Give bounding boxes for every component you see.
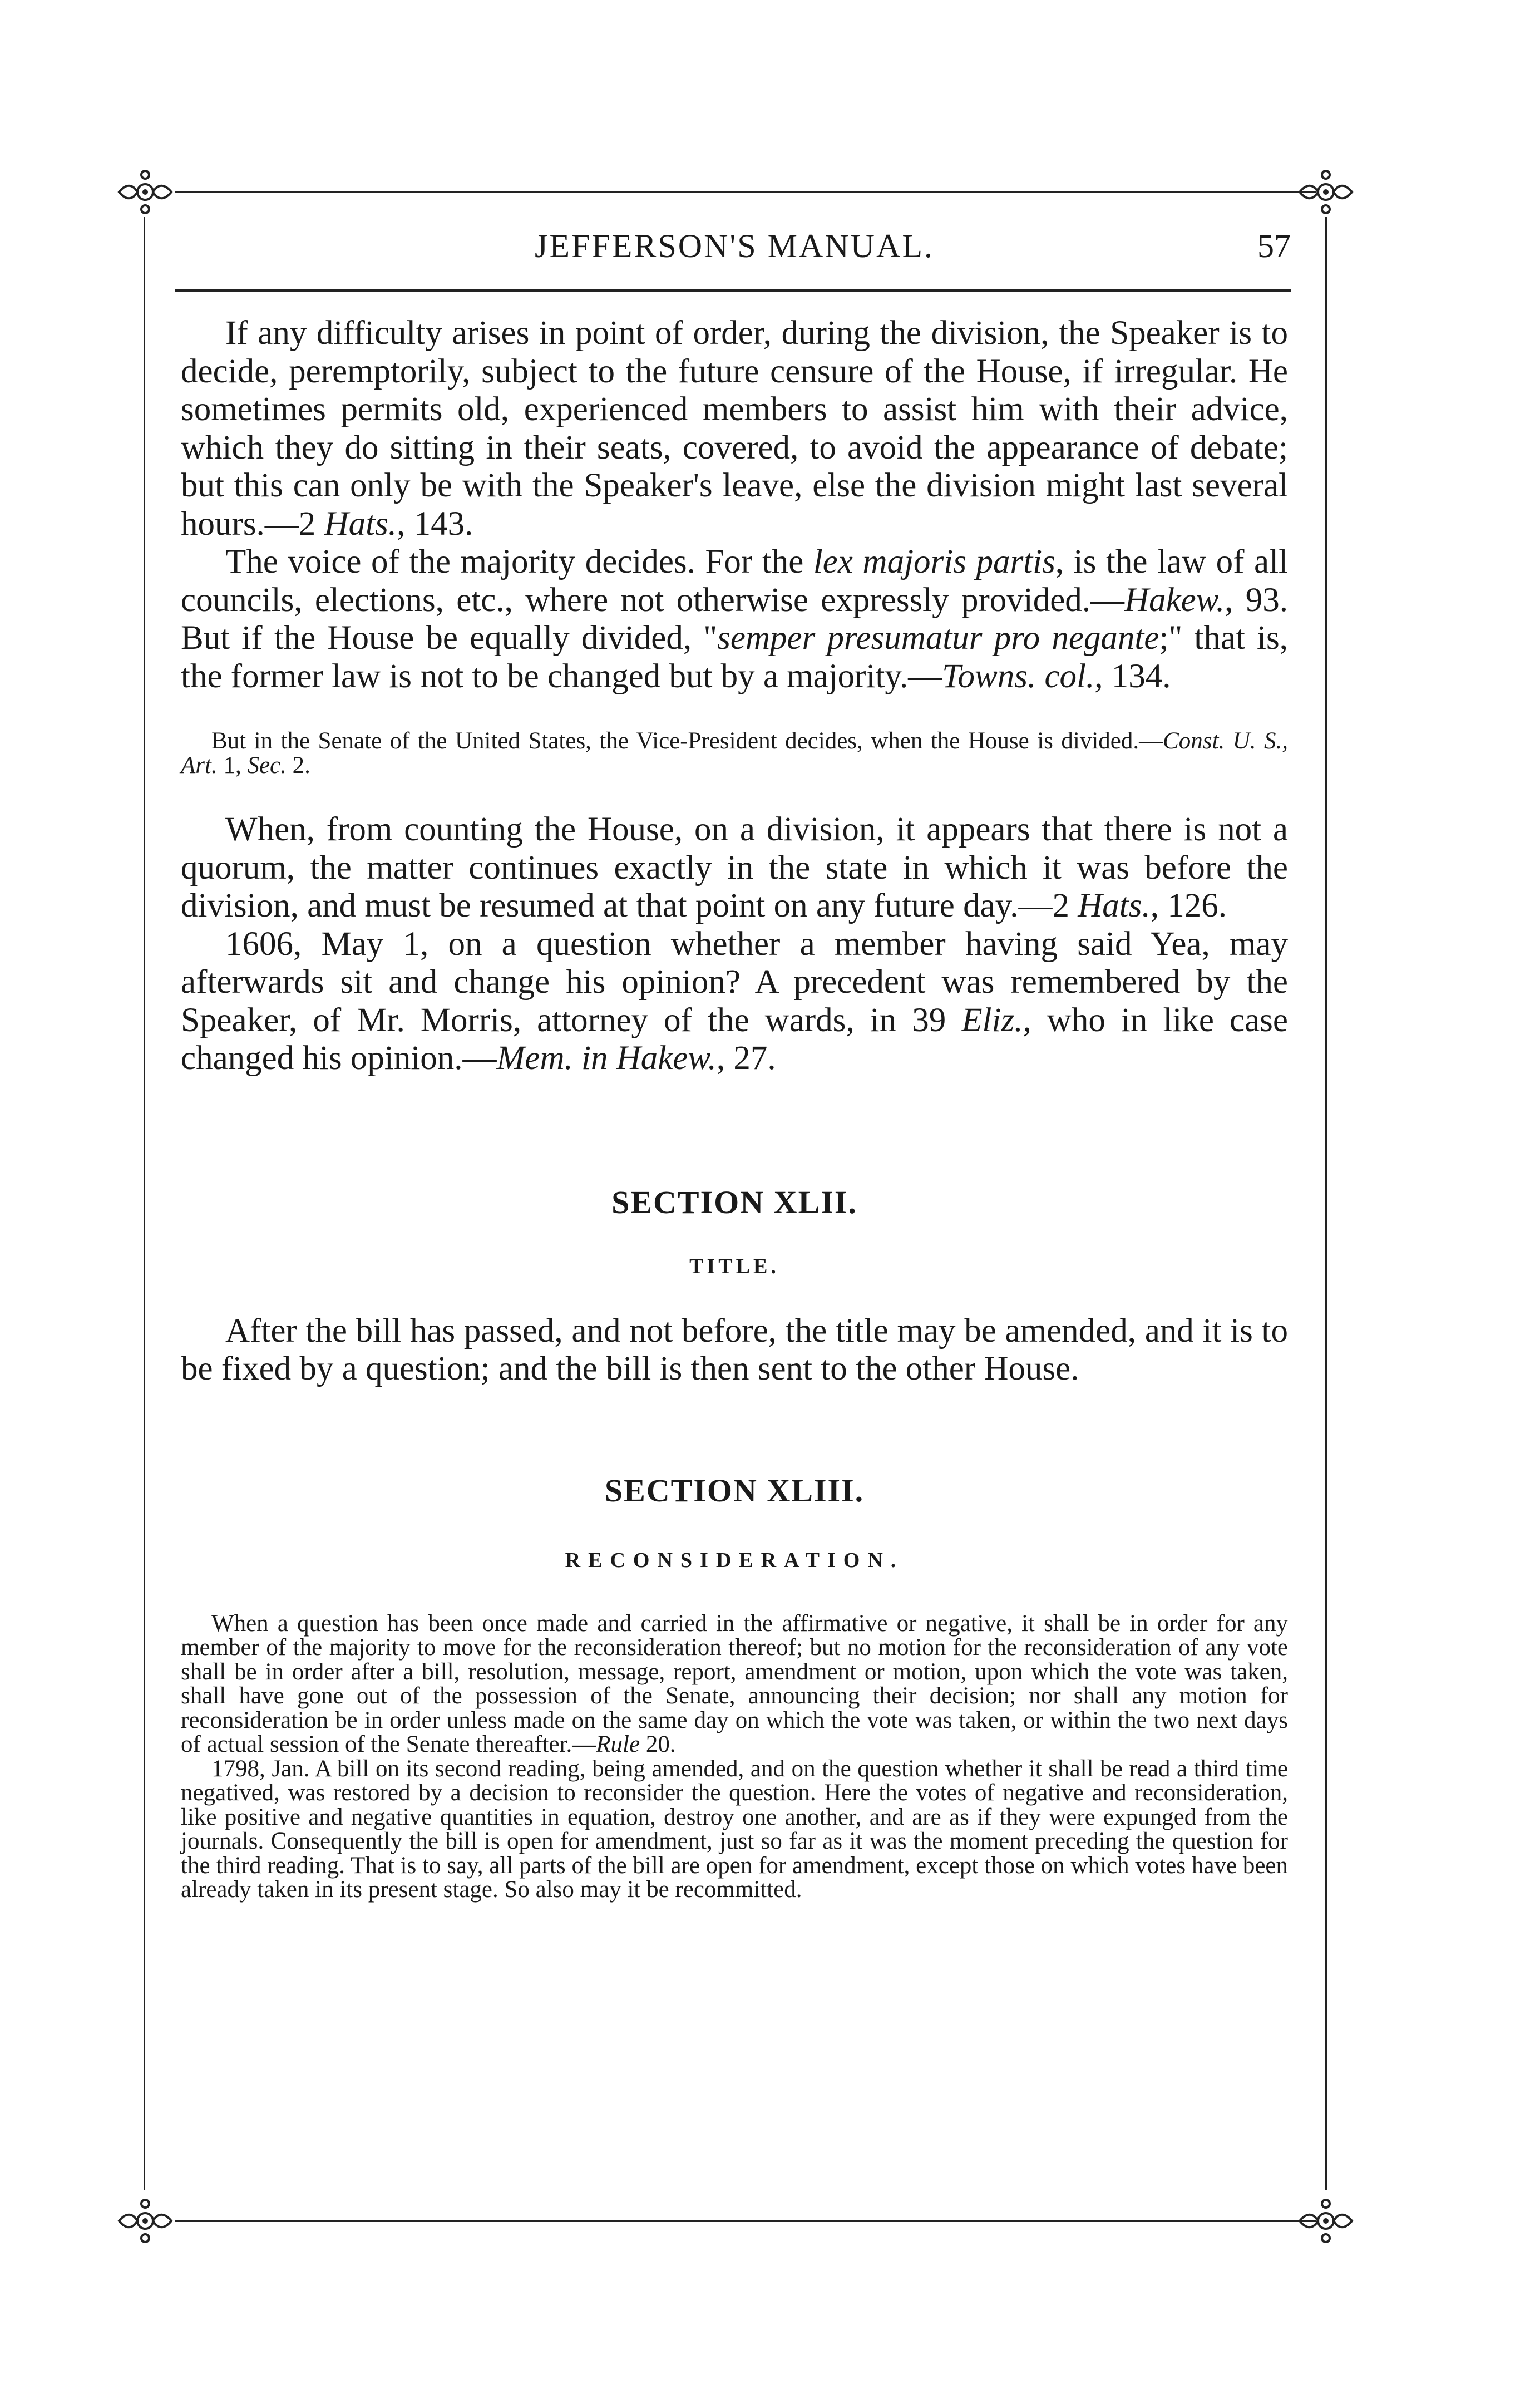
section-subheading-title: TITLE. (689, 1254, 779, 1278)
border-top (175, 191, 1316, 193)
paragraph-text: , 27. (716, 1040, 776, 1077)
paragraph-division-order (181, 314, 1288, 543)
page-body (181, 314, 1288, 1902)
citation: Rule (596, 1731, 640, 1757)
paragraph-text: ;" that is, the former law is not to be changed but by a majority.— (181, 619, 1288, 695)
citation: Mem. in Hakew. (496, 1040, 717, 1077)
paragraph-text: , 143. (397, 505, 473, 543)
paragraph-precedent-1606 (181, 925, 1288, 1078)
border-right (1325, 217, 1327, 2190)
fleuron-ornament-top-right (1295, 167, 1356, 217)
paragraph-quorum (181, 811, 1288, 925)
precedent-1798: 1798, Jan. A bill on its second reading, being amended, and on the question whether it shall be read a third time negatived, was restored by a decision to reconsider the question. Here the votes of negative and reconsideration, like positive and negative quantities in equation, destroy one another, and are as if they were expunged from the journals. Consequently the bill is open for amendment, just so far as it was the moment preceding the question for the third reading. That is to say, all parts of the bill are open for amendment, except those on which votes have been already taken in its present stage. So also may it be recommitted. (181, 1755, 1288, 1903)
citation: Eliz. (961, 1001, 1023, 1039)
note-text: 1, (217, 752, 248, 779)
paragraph-text: The voice of the majority decides. For the (225, 543, 804, 580)
paragraph-text: If any difficulty arises in point of order, during the division, the Speaker is to decide, peremptorily, subject to the future censure of the House, if irregular. He sometimes permits old, experienced members to assist him with their advice, which they do sitting in their seats, covered, to avoid the appearance of debate; but this can only be with the Speaker's leave, else the division might last several hours.—2 (181, 314, 1288, 543)
border-bottom (175, 2220, 1316, 2222)
rule-reconsideration (181, 1612, 1288, 1757)
paragraph-text: , is the law of all councils, elections, etc., where not otherwise expressly provided.— (181, 543, 1288, 619)
citation: Sec. (247, 752, 287, 779)
page-header (178, 223, 1291, 273)
senate-note (181, 729, 1288, 777)
paragraph-text: , 126. (1150, 887, 1227, 924)
section-subheading-reconsideration: RECONSIDERATION. (565, 1548, 904, 1572)
paragraph-title-amend: After the bill has passed, and not before, the title may be amended, and it is to be fixed by a question; and the bill is then sent to the other House. (181, 1312, 1288, 1387)
latin-phrase: semper presumatur pro negante (717, 619, 1159, 657)
fleuron-ornament-bottom-right (1295, 2196, 1356, 2246)
section-heading-xlii: SECTION XLII. (611, 1184, 857, 1220)
latin-phrase: lex majoris partis (813, 543, 1055, 580)
paragraph-text: 1606, May 1, on a question whether a member having said Yea, may afterwards sit and change his opinion? A precedent was remembered by the Speaker, of Mr. Morris, attorney of the wards, in 39 (181, 925, 1288, 1039)
border-left (144, 217, 145, 2190)
rule-text: 20. (640, 1731, 676, 1757)
citation: Hats. (1078, 887, 1151, 924)
note-text: 2. (286, 752, 310, 779)
page-number: 57 (1257, 228, 1291, 264)
paragraph-majority-decides (181, 543, 1288, 696)
fleuron-ornament-bottom-left (115, 2196, 176, 2246)
paragraph-text: , 93. But if the House be equally divided, " (181, 581, 1288, 657)
paragraph-text: , 134. (1094, 657, 1171, 695)
citation: Hakew. (1124, 581, 1225, 619)
rule-text: When a question has been once made and carried in the affirmative or negative, it shall be in order for any member of the majority to move for the reconsideration thereof; but no motion for the reconsideration of any vote shall be in order after a bill, resolution, message, report, amendment or motion, upon which the vote was taken, shall have gone out of the possession of the Senate, announcing their decision; nor shall any motion for reconsideration be in order unless made on the same day on which the vote was taken, or within the two next days of actual session of the Senate thereafter.— (181, 1610, 1288, 1757)
note-paragraph (181, 729, 1288, 777)
header-rule (175, 289, 1291, 292)
paragraph-text: When, from counting the House, on a division, it appears that there is not a quorum, the matter continues exactly in the state in which it was before the division, and must be resumed at that point on any future day.—2 (181, 811, 1288, 924)
citation: Towns. col. (942, 657, 1095, 695)
note-text: But in the Senate of the United States, the Vice-President decides, when the House is divided.— (211, 728, 1163, 754)
running-head: JEFFERSON'S MANUAL. (535, 228, 934, 264)
section-heading-xliii: SECTION XLIII. (604, 1472, 865, 1509)
paragraph-text: , who in like case changed his opinion.— (181, 1001, 1288, 1077)
fleuron-ornament-top-left (115, 167, 176, 217)
citation: Const. U. S., Art. (181, 728, 1289, 779)
citation: Hats. (324, 505, 397, 543)
